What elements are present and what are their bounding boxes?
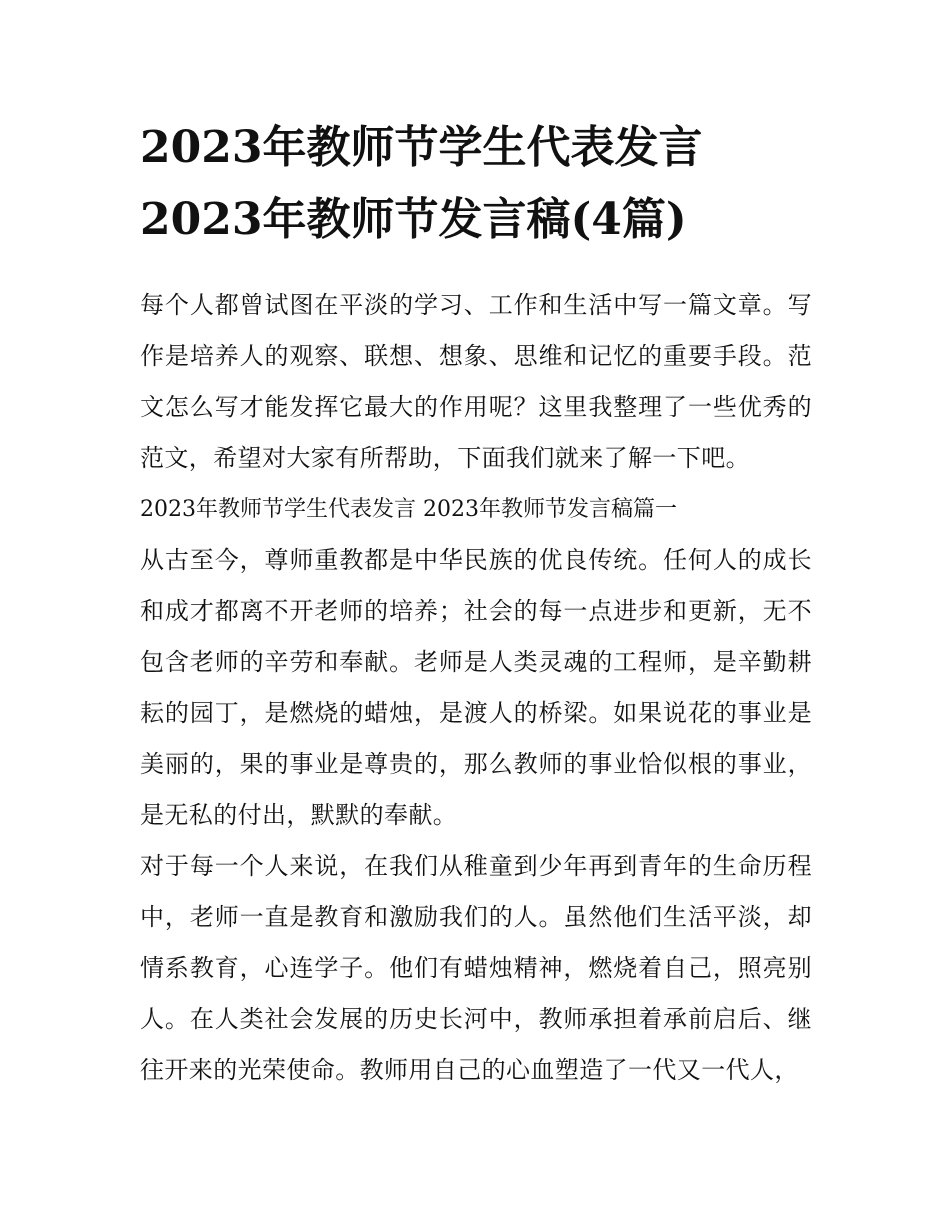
title-line-1: 2023年教师节学生代表发言: [140, 122, 703, 173]
body-paragraph-1: 从古至今，尊师重教都是中华民族的优良传统。任何人的成长和成才都离不开老师的培养；社会的每一点进步和更新，无不包含老师的辛劳和奉献。老师是人类灵魂的工程师，是辛勤耕耘的园丁，是燃烧的蜡烛，是渡人的桥梁。如果说花的事业是美丽的，果的事业是尊贵的，那么教师的事业恰似根的事业，是无私的付出，默默的奉献。: [140, 546, 812, 829]
document-title: [140, 112, 820, 256]
body-paragraph-2: 对于每一个人来说，在我们从稚童到少年再到青年的生命历程中，老师一直是教育和激励我们的人。虽然他们生活平淡，却情系教育，心连学子。他们有蜡烛精神，燃烧着自己，照亮别人。在人类社会发展的历史长河中，教师承担着承前启后、继往开来的光荣使命。教师用自己的心血塑造了一代又一代人，: [140, 852, 812, 1084]
document-body: [140, 280, 812, 1096]
section-heading: 2023年教师节学生代表发言 2023年教师节发言稿篇一: [140, 497, 677, 522]
intro-paragraph: 每个人都曾试图在平淡的学习、工作和生活中写一篇文章。写作是培养人的观察、联想、想象、思维和记忆的重要手段。范文怎么写才能发挥它最大的作用呢？这里我整理了一些优秀的范文，希望对大家有所帮助，下面我们就来了解一下吧。: [140, 291, 812, 472]
title-line-2: 2023年教师节发言稿(4篇): [140, 194, 687, 245]
